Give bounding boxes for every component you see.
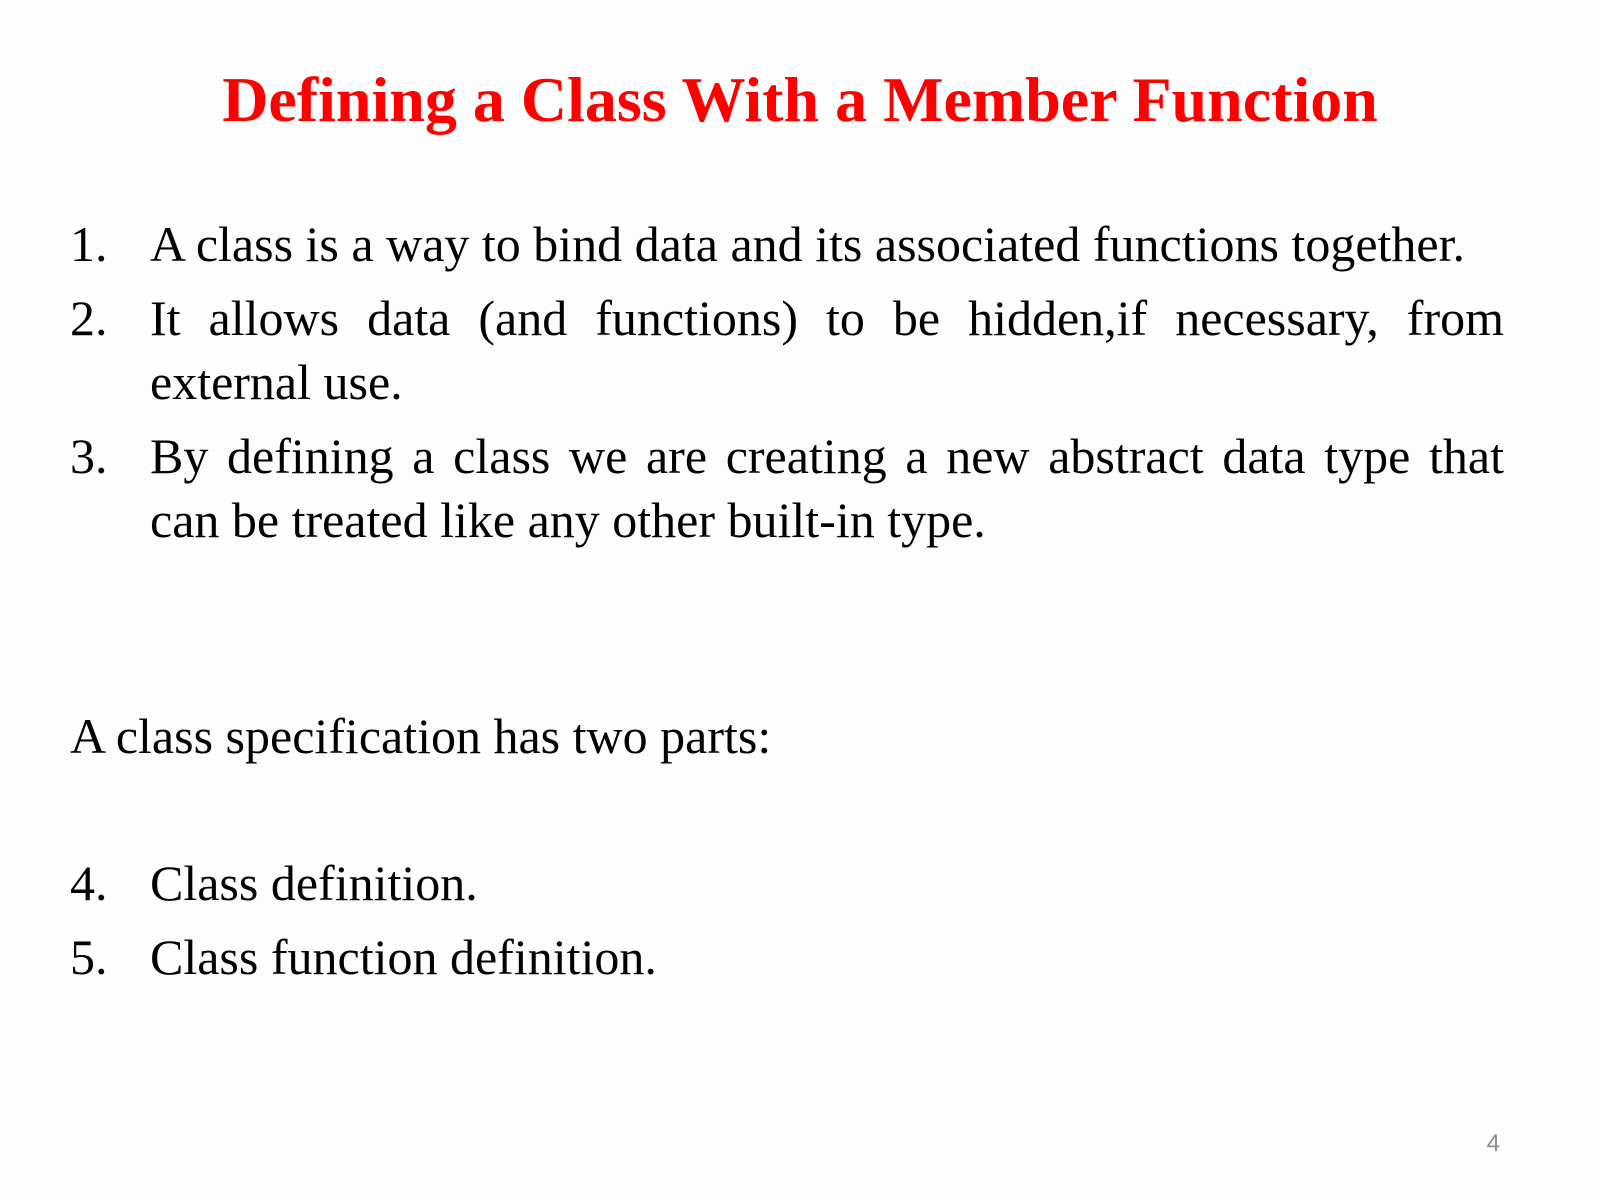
list-item bbox=[70, 424, 1504, 552]
list-item-text: By defining a class we are creating a new abstract data type that can be treated like any other built-in type. bbox=[150, 428, 1504, 548]
list-item-number: 2. bbox=[70, 290, 108, 346]
slide-title: Defining a Class With a Member Function bbox=[222, 64, 1378, 135]
list-item-text: Class function definition. bbox=[150, 929, 657, 985]
page-number: 4 bbox=[1486, 1130, 1500, 1157]
list-item-number: 3. bbox=[70, 428, 108, 484]
list-item-text: It allows data (and functions) to be hidden,if necessary, from external use. bbox=[150, 290, 1504, 410]
list-item bbox=[70, 286, 1504, 414]
numbered-list bbox=[70, 212, 1504, 562]
list-item-number: 1. bbox=[70, 216, 108, 272]
numbered-list-parts bbox=[70, 851, 1504, 999]
class-specification-paragraph: A class specification has two parts: bbox=[70, 708, 772, 764]
list-item bbox=[70, 212, 1504, 276]
list-item-text: A class is a way to bind data and its associated functions together. bbox=[150, 216, 1465, 272]
list-item-number: 5. bbox=[70, 929, 108, 985]
list-item bbox=[70, 851, 1504, 915]
list-item-text: Class definition. bbox=[150, 855, 478, 911]
list-item bbox=[70, 925, 1504, 989]
list-item-number: 4. bbox=[70, 855, 108, 911]
